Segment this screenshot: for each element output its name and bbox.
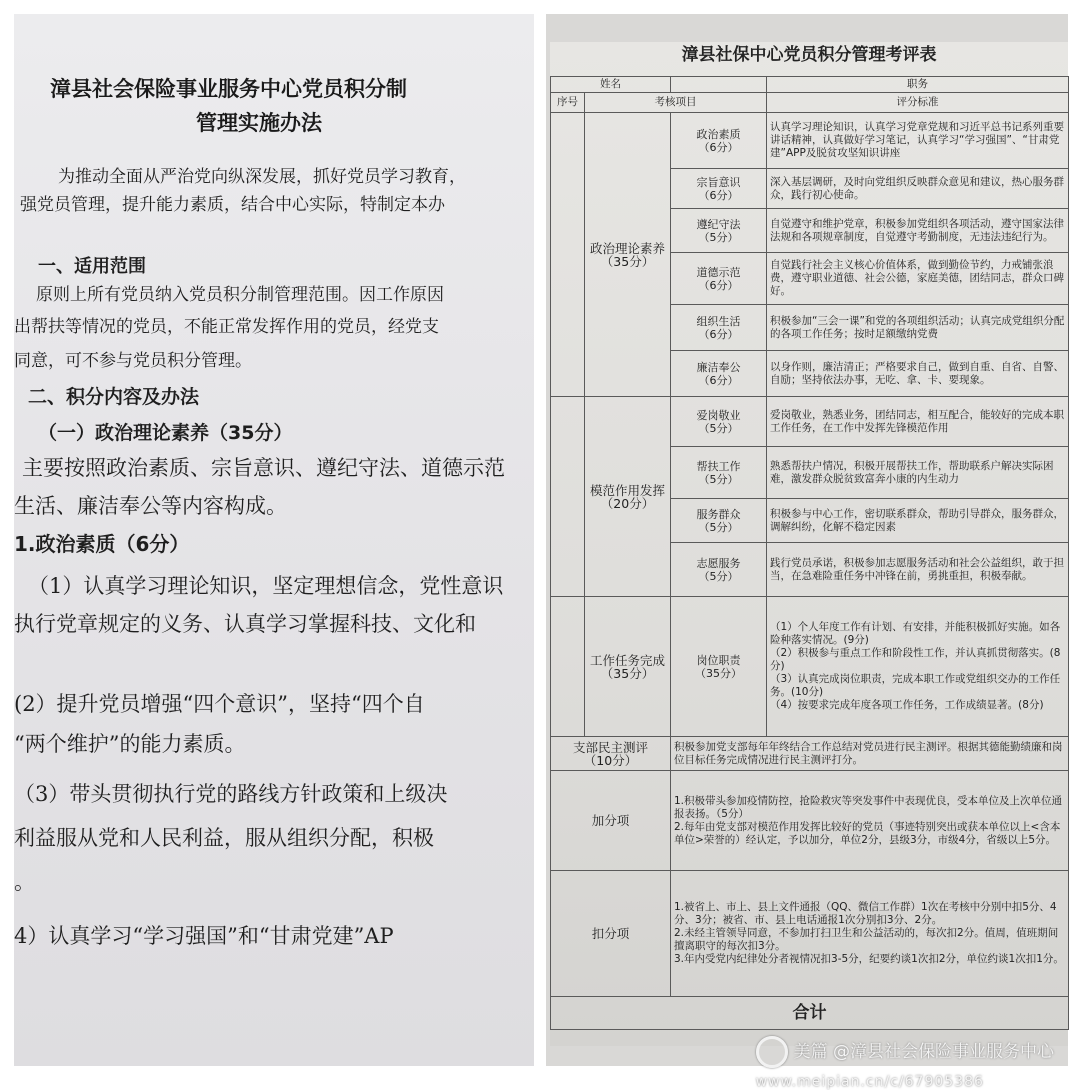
- criteria-line: （3）认真完成岗位职责，完成本职工作或党组织交办的工作任务。(10分): [770, 673, 1061, 698]
- intro-line-2: 强党员管理，提升能力素质，结合中心实际，特制定本办: [20, 195, 445, 215]
- category-task-score: （35分）: [600, 665, 655, 681]
- criteria-cell: 积极参加“三会一课”和党的各项组织活动；认真完成党组织分配的各项工作任务；按时足额缴纳党费: [767, 305, 1069, 351]
- item-name: 廉洁奉公: [696, 360, 741, 374]
- deduction-line: 2.未经主管领导同意，不参加打扫卫生和公益活动的，每次扣2分。值周，值班期间擅离职守的每次扣3分。: [674, 927, 1059, 952]
- criteria-cell: 深入基层调研，及时向党组织反映群众意见和建议，热心服务群众，践行初心使命。: [767, 169, 1069, 209]
- category-task-name: 工作任务完成: [589, 652, 665, 668]
- item-score: （6分）: [698, 327, 739, 341]
- item-cell: [671, 397, 767, 447]
- item-name: 志愿服务: [696, 556, 741, 570]
- criteria-cell: 爱岗敬业，熟悉业务，团结同志，相互配合，能较好的完成本职工作任务，在工作中发挥先锋模范作用: [767, 397, 1069, 447]
- criteria-cell: 以身作则，廉洁清正；严格要求自己，做到自重、自省、自警、自励；坚持依法办事，无吃、拿、卡、要现象。: [767, 351, 1069, 397]
- item-score: （5分）: [698, 421, 739, 435]
- criteria-cell: 积极参加党支部每年年终结合工作总结对党员进行民主测评。根据其德能勤绩廉和岗位目标任务完成情况进行民主测评打分。: [671, 737, 1069, 771]
- democratic-score: （10分）: [583, 752, 638, 768]
- position-label: 职务: [767, 77, 1069, 93]
- watermark-account: @漳县社会保险事业服务中心: [833, 1042, 1054, 1062]
- item-name: 服务群众: [696, 507, 741, 521]
- total-label: 合计: [551, 997, 1069, 1030]
- criteria-cell: 认真学习理论知识，认真学习党章党规和习近平总书记系列重要讲话精神，认真做好学习笔记，认真学习“学习强国”、“甘肃党建”APP及脱贫攻坚知识讲座: [767, 113, 1069, 169]
- item1-line-2: 执行党章规定的义务、认真学习掌握科技、文化和: [14, 612, 476, 636]
- bonus-criteria: [671, 771, 1069, 871]
- item4-line-1: 4）认真学习“学习强国”和“甘肃党建”AP: [14, 924, 394, 948]
- meipian-logo-icon: [756, 1036, 788, 1068]
- criteria-line: （1）个人年度工作有计划、有安排，并能积极抓好实施。如各险种落实情况。(9分): [770, 621, 1061, 646]
- item-heading-political-quality: 1.政治素质（6分）: [14, 532, 190, 556]
- political-line-1: 主要按照政治素质、宗旨意识、遵纪守法、道德示范: [22, 456, 505, 480]
- item-cell: [671, 543, 767, 597]
- deduction-criteria: [671, 871, 1069, 997]
- deduction-line: 1.被省上、市上、县上文件通报（QQ、微信工作群）1次在考核中分别中扣5分、4分、3分；被省、市、县上电话通报1次分别扣3分、2分。: [674, 901, 1057, 926]
- item-name: 道德示范: [696, 265, 741, 279]
- deduction-line: 3.年内受党内纪律处分者视情况扣3-5分，纪要约谈1次扣2分，单位约谈1次扣1分。: [674, 953, 1064, 965]
- bonus-label: 加分项: [551, 771, 671, 871]
- criteria-cell: [767, 597, 1069, 737]
- item-cell: [671, 209, 767, 253]
- item3-line-2: 利益服从党和人民利益，服从组织分配，积极: [14, 826, 434, 850]
- item-label: 考核项目: [585, 93, 767, 113]
- item-score: （5分）: [698, 472, 739, 486]
- item-score: （6分）: [698, 373, 739, 387]
- item1-line-1: （1）认真学习理论知识，坚定理想信念，党性意识: [28, 574, 504, 598]
- item-name: 遵纪守法: [696, 217, 741, 231]
- score-table: [550, 76, 1069, 1030]
- item-cell: [671, 113, 767, 169]
- category-democratic-evaluation: [551, 737, 671, 771]
- deduction-label: 扣分项: [551, 871, 671, 997]
- item-cell: [671, 253, 767, 305]
- democratic-name: 支部民主测评: [572, 739, 648, 755]
- item-score: （6分）: [698, 140, 739, 154]
- left-document-photo: [14, 14, 534, 1066]
- watermark: [756, 1036, 1054, 1090]
- section-heading-content: 二、积分内容及办法: [28, 386, 200, 408]
- score-sheet: [550, 42, 1068, 1046]
- category-role-model: [585, 397, 671, 597]
- item-cell: [671, 351, 767, 397]
- watermark-brand: 美篇: [793, 1042, 828, 1062]
- sheet-title: 漳县社保中心党员积分管理考评表: [681, 45, 937, 65]
- category-political-name: 政治理论素养: [589, 240, 665, 256]
- intro-line-1: 为推动全面从严治党向纵深发展，抓好党员学习教育，: [58, 167, 466, 187]
- category-role-model-score: （20分）: [600, 495, 655, 511]
- item-score: （5分）: [698, 569, 739, 583]
- item-name: 帮扶工作: [696, 459, 741, 473]
- category-political-score: （35分）: [600, 253, 655, 269]
- item-cell: [671, 447, 767, 499]
- subsection-heading-political: （一）政治理论素养（35分）: [38, 422, 293, 444]
- criteria-cell: 自觉践行社会主义核心价值体系，做到勤俭节约，力戒铺张浪费，遵守职业道德、社会公德，家庭美德，团结同志，群众口碑好。: [767, 253, 1069, 305]
- item-score: （35分）: [695, 666, 742, 680]
- political-line-2: 生活、廉洁奉公等内容构成。: [14, 494, 287, 518]
- criteria-line: （2）积极参与重点工作和阶段性工作，并认真抓贯彻落实。(8分): [770, 647, 1061, 672]
- name-label: 姓名: [551, 77, 671, 93]
- criteria-label: 评分标准: [767, 93, 1069, 113]
- item-cell: [671, 597, 767, 737]
- item-name: 爱岗敬业: [696, 408, 741, 422]
- item3-line-3: 。: [14, 870, 35, 894]
- scope-line-3: 同意，可不参与党员积分管理。: [14, 351, 252, 371]
- item-score: （5分）: [698, 520, 739, 534]
- seq-cell: [551, 597, 585, 737]
- item-cell: [671, 305, 767, 351]
- bonus-line: 2.每年由党支部对模范作用发挥比较好的党员（事迹特别突出或获本单位以上<含本单位>荣誉的）经认定，予以加分，单位2分，县级3分，市级4分，省级以上5分。: [674, 820, 1061, 846]
- scope-line-2: 出帮扶等情况的党员，不能正常发挥作用的党员，经党支: [14, 317, 439, 337]
- item3-line-1: （3）带头贯彻执行党的路线方针政策和上级决: [14, 782, 448, 806]
- item-name: 政治素质: [696, 127, 741, 141]
- category-task-completion: [585, 597, 671, 737]
- item-name: 宗旨意识: [696, 175, 741, 189]
- item-score: （6分）: [698, 188, 739, 202]
- seq-cell: [551, 397, 585, 597]
- criteria-cell: 自觉遵守和维护党章，积极参加党组织各项活动，遵守国家法律法规和各项规章制度，自觉遵守考勤制度，无违法违纪行为。: [767, 209, 1069, 253]
- document-title-line2: 管理实施办法: [196, 111, 322, 135]
- item-score: （6分）: [698, 278, 739, 292]
- item-cell: [671, 499, 767, 543]
- criteria-cell: 熟悉帮扶户情况，积极开展帮扶工作，帮助联系户解决实际困难，激发群众脱贫致富奔小康的内生动力: [767, 447, 1069, 499]
- seq-cell: [551, 113, 585, 397]
- item2-line-1: (2）提升党员增强“四个意识”，坚持“四个自: [14, 692, 425, 716]
- right-document-photo: [546, 14, 1068, 1090]
- seq-label: 序号: [551, 93, 585, 113]
- item-score: （5分）: [698, 230, 739, 244]
- item-cell: [671, 169, 767, 209]
- item2-line-2: “两个维护”的能力素质。: [14, 732, 246, 756]
- category-role-model-name: 模范作用发挥: [589, 482, 665, 498]
- bonus-line: 1.积极带头参加疫情防控，抢险救灾等突发事件中表现优良，受本单位及上次单位通报表扬。（5分）: [674, 794, 1063, 820]
- document-title: [36, 72, 526, 140]
- item-name: 组织生活: [696, 314, 741, 328]
- name-value: [671, 77, 767, 93]
- criteria-cell: 积极参与中心工作，密切联系群众，帮助引导群众，服务群众，调解纠纷，化解不稳定因素: [767, 499, 1069, 543]
- section-heading-scope: 一、适用范围: [38, 256, 146, 277]
- scope-line-1: 原则上所有党员纳入党员积分制管理范围。因工作原因: [36, 285, 444, 305]
- category-political: [585, 113, 671, 397]
- watermark-url: www.meipian.cn/c/67905386: [755, 1074, 984, 1090]
- item-name: 岗位职责: [696, 653, 741, 667]
- document-title-line1: 漳县社会保险事业服务中心党员积分制: [50, 77, 407, 101]
- criteria-cell: 践行党员承诺，积极参加志愿服务活动和社会公益组织，敢于担当，在急难险重任务中冲锋在前，勇挑重担，积极奉献。: [767, 543, 1069, 597]
- criteria-line: （4）按要求完成年度各项工作任务，工作成绩显著。(8分): [770, 699, 1044, 711]
